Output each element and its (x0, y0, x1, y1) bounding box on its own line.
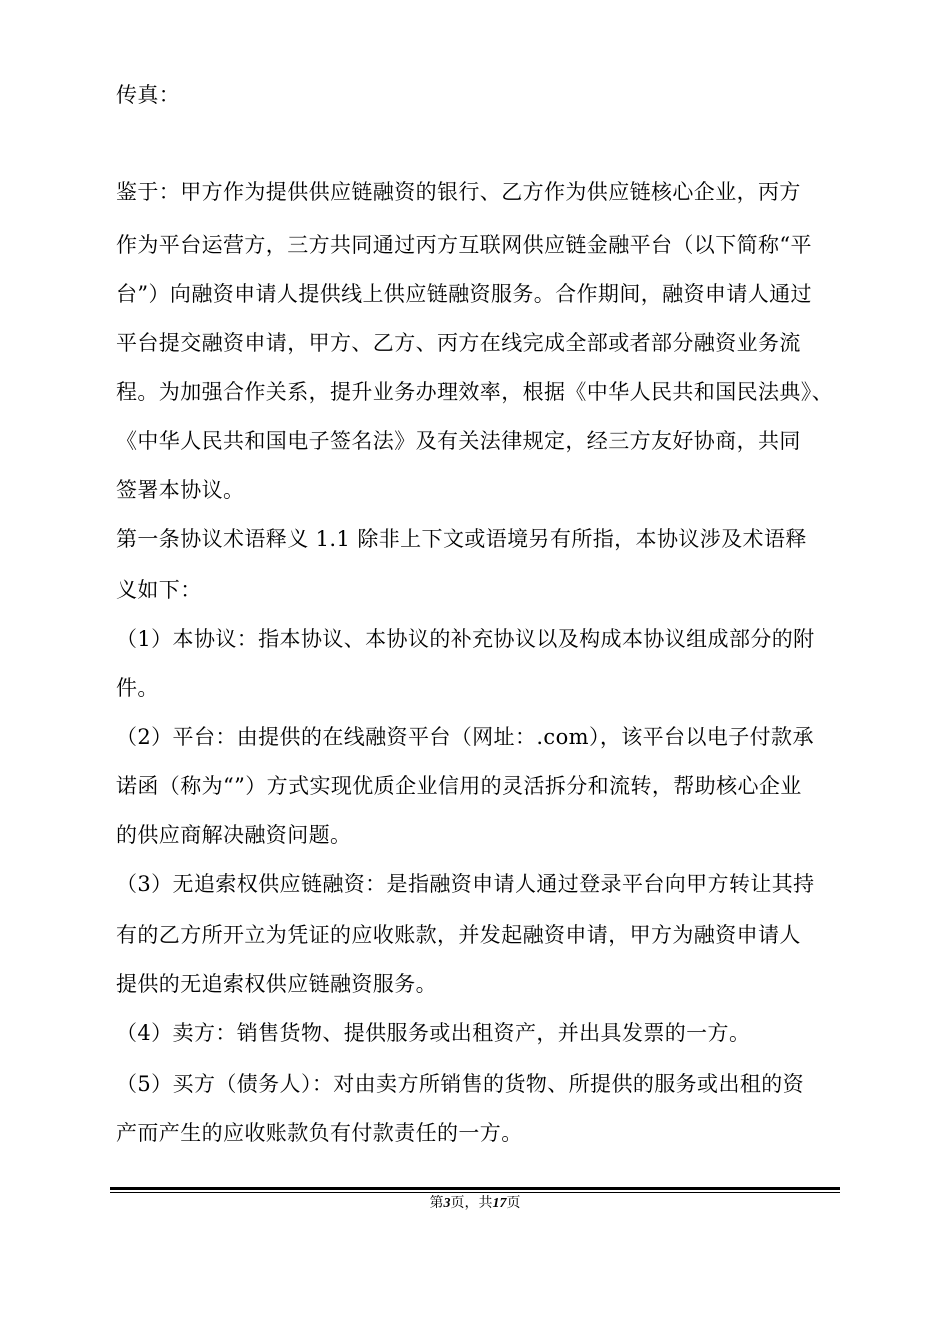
text-line-article-2: 义如下： (116, 578, 202, 602)
page-number-middle: 页，共 (450, 1196, 493, 1211)
text-line-term-1a: （1）本协议：指本协议、本协议的补充协议以及构成本协议组成部分的附 (116, 627, 815, 651)
text-line-term-3b: 有的乙方所开立为凭证的应收账款，并发起融资申请，甲方为融资申请人 (116, 923, 801, 947)
text-line-term-5b: 产而产生的应收账款负有付款责任的一方。 (116, 1121, 523, 1145)
text-line-term-4: （4）卖方：销售货物、提供服务或出租资产，并出具发票的一方。 (116, 1021, 751, 1045)
text-line-recital-4: 平台提交融资申请，甲方、乙方、丙方在线完成全部或者部分融资业务流 (116, 331, 801, 355)
text-line-term-2c: 的供应商解决融资问题。 (116, 823, 352, 847)
text-line-term-2b: 诺函（称为“”）方式实现优质企业信用的灵活拆分和流转，帮助核心企业 (116, 774, 802, 798)
page-number-prefix: 第 (429, 1196, 444, 1211)
text-line-recital-7: 签署本协议。 (116, 478, 245, 502)
footer-divider-thin (110, 1192, 840, 1193)
page-number-suffix: 页 (506, 1196, 521, 1211)
text-line-recital-5: 程。为加强合作关系，提升业务办理效率，根据《中华人民共和国民法典》、 (116, 380, 834, 404)
footer-divider-thick (110, 1187, 840, 1190)
current-page-number: 3 (443, 1196, 451, 1211)
text-line-recital-2: 作为平台运营方，三方共同通过丙方互联网供应链金融平台（以下简称“平 (116, 233, 812, 257)
text-line-term-2a: （2）平台：由提供的在线融资平台（网址：.com），该平台以电子付款承 (116, 725, 814, 749)
total-pages-number: 17 (492, 1196, 507, 1211)
text-line-term-5a: （5）买方（债务人）：对由卖方所销售的货物、所提供的服务或出租的资 (116, 1072, 805, 1096)
text-line-recital-6: 《中华人民共和国电子签名法》及有关法律规定，经三方友好协商，共同 (116, 429, 801, 453)
page-number (0, 1194, 950, 1214)
text-line-fax: 传真： (116, 83, 181, 107)
text-line-article-1: 第一条协议术语释义 1.1 除非上下文或语境另有所指，本协议涉及术语释 (116, 527, 807, 551)
text-line-recital-1: 鉴于：甲方作为提供供应链融资的银行、乙方作为供应链核心企业，丙方 (116, 180, 801, 204)
text-line-term-3c: 提供的无追索权供应链融资服务。 (116, 972, 437, 996)
text-line-term-3a: （3）无追索权供应链融资：是指融资申请人通过登录平台向甲方转让其持 (116, 872, 815, 896)
text-line-recital-3: 台”）向融资申请人提供线上供应链融资服务。合作期间，融资申请人通过 (116, 282, 812, 306)
text-line-term-1b: 件。 (116, 676, 159, 700)
